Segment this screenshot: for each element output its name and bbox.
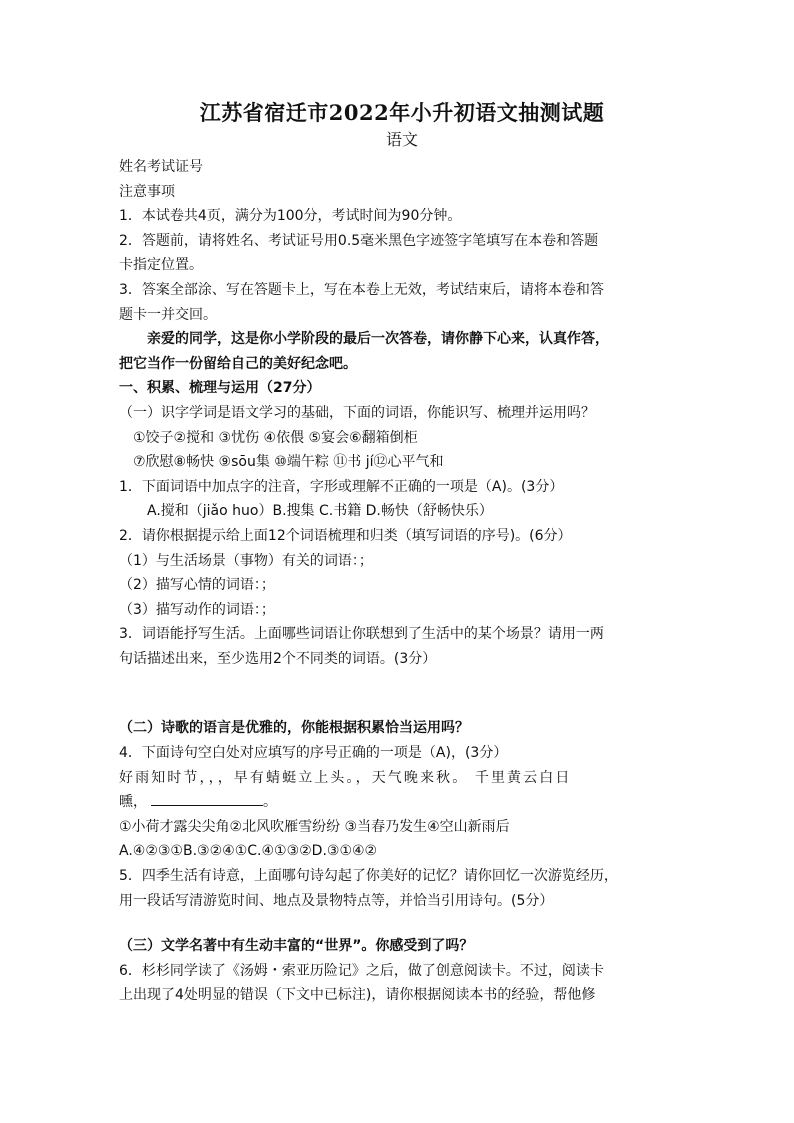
part-2-heading: （二）诗歌的语言是优雅的，你能根据积累恰当运用吗？	[119, 720, 469, 737]
section-1-heading: 一、积累、梳理与运用（27分）	[119, 380, 321, 397]
section-gap	[119, 913, 685, 934]
blank-period: 。	[263, 794, 277, 811]
question-3-line-1: 3．词语能抒写生活。上面哪些词语让你联想到了生活中的某个场景？请用一两	[119, 626, 604, 643]
notice-2-cont: 卡指定位置。	[119, 257, 203, 274]
question-5-line-1: 5．四季生活有诗意，上面哪句诗勾起了你美好的记忆？请你回忆一次游览经历，	[119, 868, 618, 885]
question-5-line-2: 用一段话写清游览时间、地点及景物特点等，并恰当引用诗句。(5分）	[119, 892, 554, 909]
question-1: 1．下面词语中加点字的注音，字形或理解不正确的一项是（A)。(3分）	[119, 478, 564, 495]
greeting-line-2: 把它当作一份留给自己的美好纪念吧。	[119, 355, 357, 372]
exam-page	[119, 98, 685, 1008]
question-1-options: A.搅和（jiǎo huo）B.搜集 C.书籍 D.畅快（舒畅快乐）	[147, 503, 493, 520]
question-6-line-1: 6．杉杉同学读了《汤姆・索亚历险记》之后，做了创意阅读卡。不过，阅读卡	[119, 962, 604, 979]
page-subtitle: 语文	[385, 130, 418, 149]
question-2-b: （2）描写心情的词语：；	[119, 577, 275, 594]
notice-3: 3．答案全部涂、写在答题卡上，写在本卷上无效，考试结束后，请将本卷和答	[119, 281, 604, 298]
fill-blank	[151, 791, 263, 806]
word-list-2: ⑦欣慰⑧畅快 ⑨sōu集 ⑩端午粽 ⑪书 jí⑫心平气和	[133, 454, 444, 471]
question-2: 2．请你根据提示给上面12个词语梳理和归类（填写词语的序号)。(6分）	[119, 527, 572, 544]
notice-2: 2．答题前，请将姓名、考试证号用0.5毫米黑色字迹签字笔填写在本卷和答题	[119, 232, 599, 249]
part-1-intro: （一）识字学词是语文学习的基础，下面的词语，你能识写、梳理并运用吗？	[119, 404, 595, 421]
question-4-poem-line-2	[119, 790, 685, 815]
notice-title: 注意事项	[119, 183, 175, 200]
question-6-line-2: 上出现了4处明显的错误（下文中已标注)，请你根据阅读本书的经验，帮他修	[119, 987, 596, 1004]
question-4: 4．下面诗句空白处对应填写的序号正确的一项是（A)，(3分）	[119, 745, 508, 762]
question-4-items: ①小荷才露尖尖角②北风吹雁雪纷纷 ③当春乃发生④空山新雨后	[119, 818, 510, 835]
question-4-poem-line-1: 好雨知时节，，，早有蜻蜓立上头。，天气晚来秋。 千里黄云白日	[119, 769, 572, 786]
notice-3-cont: 题卡一并交回。	[119, 306, 217, 323]
greeting-line-1: 亲爱的同学，这是你小学阶段的最后一次答卷，请你静下心来，认真作答，	[147, 331, 609, 348]
question-2-a: （1）与生活场景（事物）有关的词语：；	[119, 552, 373, 569]
question-3-line-2: 句话描述出来，至少选用2个不同类的词语。(3分）	[119, 650, 437, 667]
poem-line-2-text: 曛，	[119, 794, 147, 811]
word-list-1: ①饺子②搅和 ③忧伤 ④依偎 ⑤宴会⑥翻箱倒柜	[133, 429, 418, 446]
question-4-options: A.④②③①B.③②④①C.④①③②D.③①④②	[119, 843, 378, 860]
notice-1: 1．本试卷共4页，满分为100分，考试时间为90分钟。	[119, 208, 462, 225]
question-2-c: （3）描写动作的词语：；	[119, 601, 275, 618]
name-line: 姓名考试证号	[119, 159, 203, 175]
part-3-heading: （三）文学名著中有生动丰富的“世界”。你感受到了吗？	[119, 938, 474, 955]
answer-space	[119, 671, 685, 716]
page-title: 江苏省宿迁市2022年小升初语文抽测试题	[199, 100, 605, 125]
